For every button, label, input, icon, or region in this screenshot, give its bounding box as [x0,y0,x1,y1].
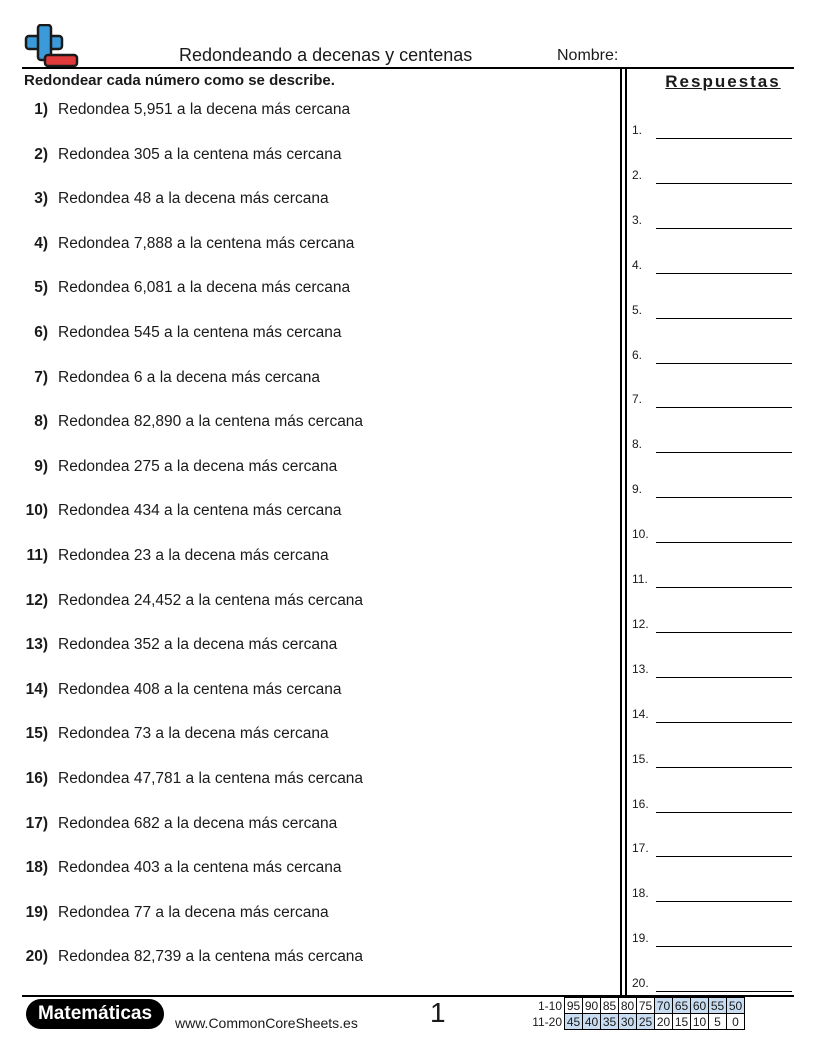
problem-number: 16) [25,770,48,787]
problem-text: Redondea 545 a la centena más cercana [58,324,342,341]
score-cell: 55 [709,998,727,1014]
answer-line[interactable] [632,615,792,633]
problem-row [0,815,600,837]
answer-underline [656,901,792,902]
score-cell: 20 [655,1014,673,1030]
score-cell: 25 [637,1014,655,1030]
problem-number: 5) [34,279,48,297]
problem-row [0,324,600,346]
problem-row [0,948,600,970]
score-cell: 40 [583,1014,601,1030]
problem-row [0,101,600,123]
score-cell: 30 [619,1014,637,1030]
answer-underline [656,452,792,453]
problem-row [0,413,600,435]
score-cell: 70 [655,998,673,1014]
answer-underline [656,273,792,274]
problem-text: Redondea 682 a la decena más cercana [58,814,338,832]
score-cell: 60 [691,998,709,1014]
name-label: Nombre: [557,47,619,64]
answer-number: 15. [632,751,649,766]
answer-line[interactable] [632,795,792,813]
answer-line[interactable] [632,974,792,992]
answer-number: 4. [632,257,643,272]
answer-underline [656,677,792,678]
answer-number: 10. [632,527,649,542]
problem-text: Redondea 24,452 a la centena más cercana [58,591,364,609]
problem-number: 15) [25,725,48,743]
answer-number: 3. [632,212,643,227]
problem-number: 14) [25,680,48,698]
problem-number: 3) [34,190,48,208]
problem-row [0,502,600,524]
answer-line[interactable] [632,750,792,768]
answer-line[interactable] [632,390,792,408]
problem-row [0,592,600,614]
answer-number: 12. [632,616,649,631]
worksheet-title: Redondeando a decenas y centenas [179,45,473,65]
answer-number: 18. [632,886,649,901]
score-cell: 95 [565,998,583,1014]
answer-line[interactable] [632,166,792,184]
problem-row [0,547,600,569]
column-divider-right [625,69,627,996]
problem-number: 7) [34,368,48,386]
problem-number: 20) [25,948,48,966]
answer-underline [656,856,792,857]
problem-text: Redondea 48 a la decena más cercana [58,190,329,208]
problem-number: 10) [25,502,48,520]
answer-underline [656,722,792,723]
problem-number: 13) [25,636,48,654]
problem-row [0,146,600,168]
answer-underline [656,767,792,768]
problem-row [0,770,600,792]
answer-number: 11. [632,572,648,586]
answer-number: 2. [632,167,643,182]
answer-line[interactable] [632,884,792,902]
score-cell: 10 [691,1014,709,1030]
answer-line[interactable] [632,929,792,947]
answer-underline [656,991,792,992]
problem-text: Redondea 82,890 a la centena más cercana [58,413,364,431]
problem-number: 18) [25,859,48,877]
score-cell: 5 [709,1014,727,1030]
score-cell: 15 [673,1014,691,1030]
answer-underline [656,407,792,408]
problem-row [0,279,600,301]
answer-line[interactable] [632,839,792,857]
problem-number: 2) [34,145,48,163]
problem-number: 17) [25,814,48,832]
problem-text: Redondea 82,739 a la centena más cercana [58,948,364,966]
score-cell: 45 [565,1014,583,1030]
problem-text: Redondea 352 a la decena más cercana [58,636,338,654]
problem-text: Redondea 408 a la centena más cercana [58,680,342,698]
problem-row [0,725,600,747]
problem-row [0,190,600,212]
answer-underline [656,363,792,364]
problem-row [0,859,600,881]
problem-text: Redondea 275 a la decena más cercana [58,457,338,475]
problem-number: 19) [25,903,48,921]
answer-number: 20. [632,976,649,991]
score-range-label: 11-20 [532,1014,562,1029]
problem-number: 6) [34,324,48,341]
answer-number: 9. [632,482,643,497]
score-cell: 0 [727,1014,745,1030]
answer-line[interactable] [632,435,792,453]
subject-badge: Matemáticas [26,999,164,1029]
answer-number: 16. [632,796,649,811]
instructions: Redondear cada número como se describe. [24,72,335,89]
problem-row [0,458,600,480]
answer-line[interactable] [632,570,792,588]
answer-number: 6. [632,347,643,362]
answer-number: 17. [632,841,649,856]
answer-number: 7. [632,392,643,407]
answer-number: 1. [632,123,643,137]
problem-text: Redondea 7,888 a la centena más cercana [58,234,355,252]
problem-number: 11) [26,547,48,564]
problem-text: Redondea 23 a la decena más cercana [58,547,329,564]
answer-line[interactable] [632,211,792,229]
answer-underline [656,632,792,633]
site-url: www.CommonCoreSheets.es [175,1015,358,1031]
answer-underline [656,183,792,184]
problem-row [0,235,600,257]
answer-line[interactable] [632,121,792,139]
problem-text: Redondea 434 a la centena más cercana [58,502,342,520]
answers-title: Respuestas [665,72,781,91]
column-divider-left [620,69,622,996]
problem-number: 8) [34,413,48,431]
answer-number: 5. [632,302,643,317]
problem-text: Redondea 5,951 a la decena más cercana [58,101,351,118]
answer-underline [656,946,792,947]
score-cell: 90 [583,998,601,1014]
score-cell: 75 [637,998,655,1014]
score-row [528,1014,745,1030]
problem-text: Redondea 73 a la decena más cercana [58,725,329,743]
problem-text: Redondea 6,081 a la decena más cercana [58,279,351,297]
answer-line[interactable] [632,346,792,364]
problem-row [0,369,600,391]
answer-number: 13. [632,661,649,676]
answer-line[interactable] [632,660,792,678]
problem-text: Redondea 6 a la decena más cercana [58,368,320,386]
score-row [528,998,745,1014]
answer-line[interactable] [632,480,792,498]
answer-underline [656,228,792,229]
answer-underline [656,497,792,498]
answer-line[interactable] [632,705,792,723]
score-cell: 35 [601,1014,619,1030]
score-cell: 85 [601,998,619,1014]
answer-line[interactable] [632,301,792,319]
answer-underline [656,138,792,139]
problem-number: 9) [34,457,48,475]
problem-text: Redondea 47,781 a la centena más cercana [58,770,364,787]
answer-number: 14. [632,706,649,721]
plus-minus-logo-icon [23,24,79,68]
page-number: 1 [430,997,446,1028]
problem-row [0,636,600,658]
problem-number: 1) [34,101,48,118]
problem-number: 12) [25,591,48,609]
problem-number: 4) [34,234,48,252]
answer-line[interactable] [632,525,792,543]
score-range-label: 1-10 [537,998,562,1013]
score-cell: 65 [673,998,691,1014]
header-rule [22,67,794,69]
problem-text: Redondea 77 a la decena más cercana [58,903,329,921]
answer-underline [656,318,792,319]
answer-number: 8. [632,437,643,452]
answer-underline [656,587,792,588]
score-table [528,997,745,1030]
answer-underline [656,812,792,813]
answer-underline [656,542,792,543]
problem-text: Redondea 403 a la centena más cercana [58,859,342,877]
answer-number: 19. [632,931,649,946]
answer-line[interactable] [632,256,792,274]
score-cell: 50 [727,998,745,1014]
problem-text: Redondea 305 a la centena más cercana [58,145,342,163]
score-cell: 80 [619,998,637,1014]
problem-row [0,904,600,926]
problem-row [0,681,600,703]
